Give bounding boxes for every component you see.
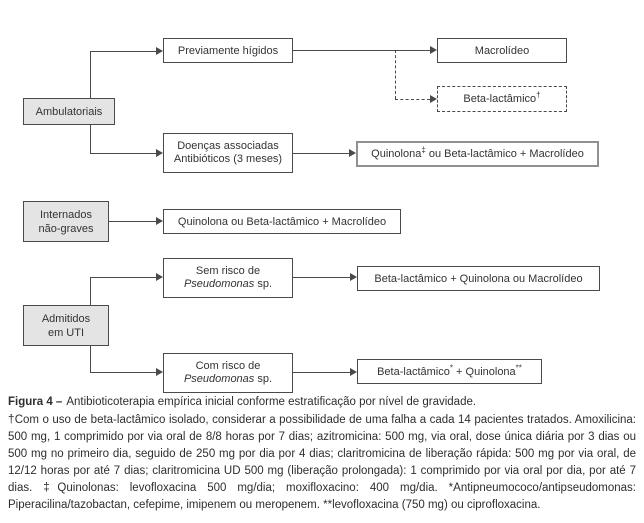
beta-quin-sup1: * [449,362,453,372]
node-doencas-line2: Antibióticos (3 meses) [173,153,283,165]
arrowhead-to-beta-icon [430,95,437,103]
node-sem-risco-pseudomonas [163,258,293,298]
com-risco-sp-text: sp. [254,373,273,385]
node-quinolona-beta-macrolideo [163,209,401,234]
connector-uti-down [90,346,91,372]
node-com-risco-pseudomonas [163,353,293,393]
node-sem-risco-line1: Sem risco de [195,265,261,277]
node-internados-nao-graves [23,201,109,242]
node-previamente-higidos-label: Previamente hígidos [177,44,279,57]
connector-com-result [293,372,350,373]
arrowhead-to-previamente-icon [156,47,163,55]
quinolona-text: Quinolona [371,148,422,160]
connector-uti-up [90,277,91,305]
node-com-risco-line1: Com risco de [195,360,261,372]
sem-risco-species-italic: Pseudomonas [183,278,255,290]
connector-to-com-risco [90,372,156,373]
connector-dashed-down [395,50,396,99]
connector-to-macrolideo [293,50,430,51]
connector-to-previamente [90,51,156,52]
node-internados-line1: Internados [40,208,92,221]
node-quinolona-beta-macrolideo-label: Quinolona ou Beta-lactâmico + Macrolídeo [177,215,387,228]
arrowhead-to-sem-risco-icon [156,273,163,281]
beta-quin-sup2: ** [515,362,522,372]
node-beta-lactamico-label [463,92,540,106]
arrowhead-to-com-risco-icon [156,368,163,376]
node-admitidos-line2: em UTI [47,326,85,339]
node-beta-quinolona-label [377,362,522,379]
connector-sem-result [293,277,350,278]
node-quinolona-ou-beta-macrolideo [356,141,599,167]
connector-dashed-to-beta [395,99,430,100]
quinolona-sup: ‡ [421,145,426,155]
arrowhead-com-result-icon [350,368,357,376]
connector-ambulatoriais-down [90,125,91,153]
sem-risco-sp-text: sp. [254,278,273,290]
node-doencas-line1: Doenças associadas [177,140,279,152]
node-admitidos-uti [23,305,109,346]
node-beta-quinolona-macrolideo [357,266,600,291]
node-quinolona-ou-beta-label [371,147,584,161]
arrowhead-doencas-result-icon [349,149,356,157]
arrowhead-internados-result-icon [156,217,163,225]
arrowhead-sem-result-icon [350,273,357,281]
node-beta-quinolona [357,359,542,384]
node-sem-risco-line2 [184,278,272,291]
connector-to-sem-risco [90,277,156,278]
node-beta-lactamico [437,86,567,112]
node-previamente-higidos [163,38,293,63]
node-ambulatoriais [23,98,115,125]
beta-quin-part1-text: Beta-lactâmico [377,365,450,378]
connector-doencas-result [293,153,349,154]
arrowhead-to-doencas-icon [156,149,163,157]
connector-ambulatoriais-up [90,51,91,98]
figure-footnote: †Com o uso de beta-lactâmico isolado, considerar a possibilidade de uma falha a cada 14 pacientes tratados. Amoxilicina: 500 mg, 1 comprimido por via oral de 8/8 horas por 7 dias; azitromicina: 500 mg, via oral, dose única diária por 3 dias ou 500 mg no primeiro dia, seguido de 250 mg por dia por 4 dias; claritromicina de liberação rápida: 500 mg por via oral, de 12/12 horas por até 7 dias; claritromicina UD 500 mg (liberação prolongada): 1 comprimido por via oral por dia, por até 7 dias. ‡Quinolonas: levofloxacina 500 mg/dia; moxifloxacino: 400 mg/dia. *Antipneumococo/antipseudomonas: Piperacilina/tazobactan, cefepime, imipenem ou meropenem. **levofloxacina (750 mg) ou ciprofloxacina. [8,414,636,511]
node-doencas-associadas [163,133,293,173]
node-ambulatoriais-label: Ambulatoriais [35,105,103,118]
com-risco-species-italic: Pseudomonas [183,373,255,385]
node-macrolideo [437,38,567,63]
connector-to-doencas [90,153,156,154]
node-admitidos-line1: Admitidos [41,312,91,325]
quinolona-rest-text: ou Beta-lactâmico + Macrolídeo [425,148,584,160]
node-beta-quinolona-macrolideo-label: Beta-lactâmico + Quinolona ou Macrolídeo [374,272,583,285]
connector-internados-result [109,221,156,222]
figure-caption [8,394,636,410]
node-internados-line2: não-graves [38,222,94,235]
figure-caption-label: Figura 4 – [8,396,63,408]
node-macrolideo-label: Macrolídeo [474,44,530,57]
figure-caption-text: Antibioticoterapia empírica inicial conforme estratificação por nível de gravidade. [66,396,477,408]
arrowhead-to-macrolideo-icon [430,46,437,54]
beta-lactamico-sup: † [536,90,541,100]
beta-lactamico-text: Beta-lactâmico [463,93,537,105]
node-com-risco-line2 [184,373,272,386]
beta-quin-part2-text: + Quinolona [452,365,516,378]
